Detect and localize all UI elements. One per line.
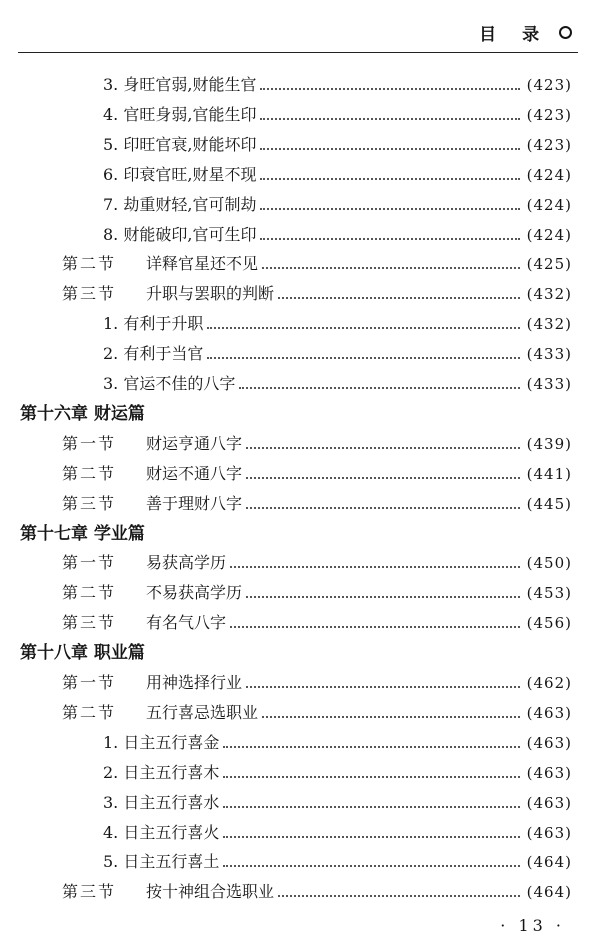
toc-entry-label bbox=[62, 280, 274, 308]
toc-page-number: (423) bbox=[526, 136, 572, 154]
section-title: 不易获高学历 bbox=[146, 583, 243, 602]
toc-entry-label: 6. 印衰官旺,财星不现 bbox=[103, 165, 257, 184]
toc-item bbox=[0, 759, 605, 787]
section-title: 五行喜忌选职业 bbox=[146, 703, 259, 722]
toc-item bbox=[0, 819, 605, 847]
toc-item bbox=[0, 729, 605, 757]
dot-leader bbox=[223, 836, 520, 838]
toc-entry-label bbox=[62, 490, 242, 518]
dot-leader bbox=[246, 507, 520, 509]
toc-item bbox=[0, 161, 605, 189]
section-number: 第一节 bbox=[62, 434, 117, 453]
toc-entry-label bbox=[62, 878, 274, 906]
toc-entry-label: 1. 有利于升职 bbox=[103, 314, 204, 333]
section-title: 财运亨通八字 bbox=[146, 434, 243, 453]
toc-item bbox=[0, 310, 605, 338]
dot-leader bbox=[246, 686, 520, 688]
section-number: 第二节 bbox=[62, 464, 117, 483]
toc-page-number: (463) bbox=[526, 704, 572, 722]
toc-entry-label: 3. 日主五行喜水 bbox=[103, 793, 220, 812]
section-number: 第一节 bbox=[62, 673, 117, 692]
dot-leader bbox=[230, 626, 520, 628]
toc-entry-label: 2. 有利于当官 bbox=[103, 344, 204, 363]
toc-page-number: (463) bbox=[526, 734, 572, 752]
toc-entry-label bbox=[62, 609, 226, 637]
toc-entry-label: 第十八章 职业篇 bbox=[20, 643, 145, 663]
dot-leader bbox=[246, 477, 520, 479]
toc-entry-label: 7. 劫重财轻,官可制劫 bbox=[103, 195, 257, 214]
toc-section bbox=[0, 878, 605, 906]
section-title: 升职与罢职的判断 bbox=[146, 284, 275, 303]
toc-entry-label: 4. 日主五行喜火 bbox=[103, 823, 220, 842]
section-number: 第三节 bbox=[62, 882, 117, 901]
section-number: 第一节 bbox=[62, 553, 117, 572]
dot-leader bbox=[246, 447, 520, 449]
section-title: 财运不通八字 bbox=[146, 464, 243, 483]
toc-page-number: (464) bbox=[526, 853, 572, 871]
running-head-title: 目 录 bbox=[479, 25, 550, 45]
toc-entry-label: 2. 日主五行喜木 bbox=[103, 763, 220, 782]
toc-entry-label: 4. 官旺身弱,官能生印 bbox=[103, 105, 257, 124]
toc-page-number: (462) bbox=[526, 674, 572, 692]
toc-entry-label bbox=[62, 460, 242, 488]
toc-page-number: (424) bbox=[526, 226, 572, 244]
toc-item bbox=[0, 340, 605, 368]
dot-leader bbox=[246, 596, 520, 598]
dot-leader bbox=[260, 118, 520, 120]
dot-leader bbox=[260, 148, 520, 150]
toc-item bbox=[0, 191, 605, 219]
toc-page-number: (463) bbox=[526, 794, 572, 812]
toc-item bbox=[0, 221, 605, 249]
toc-page-number: (445) bbox=[526, 495, 572, 513]
toc-page-number: (424) bbox=[526, 196, 572, 214]
section-number: 第二节 bbox=[62, 583, 117, 602]
toc-entry-label: 3. 身旺官弱,财能生官 bbox=[103, 75, 257, 94]
dot-leader bbox=[223, 776, 520, 778]
toc-page-number: (433) bbox=[526, 345, 572, 363]
toc-item bbox=[0, 370, 605, 398]
toc-entry-label bbox=[62, 549, 226, 577]
section-number: 第二节 bbox=[62, 703, 117, 722]
toc-section bbox=[0, 430, 605, 458]
toc-entry-label: 1. 日主五行喜金 bbox=[103, 733, 220, 752]
page-footer bbox=[0, 914, 605, 944]
toc-page-number: (441) bbox=[526, 465, 572, 483]
toc-entry-label: 第十七章 学业篇 bbox=[20, 524, 145, 544]
toc-page-number: (432) bbox=[526, 315, 572, 333]
toc-page-number: (425) bbox=[526, 255, 572, 273]
toc-page-number: (433) bbox=[526, 375, 572, 393]
toc-item bbox=[0, 71, 605, 99]
toc-section bbox=[0, 549, 605, 577]
toc-section bbox=[0, 579, 605, 607]
section-title: 易获高学历 bbox=[146, 553, 227, 572]
toc-section bbox=[0, 609, 605, 637]
toc-entry-label bbox=[62, 669, 242, 697]
dot-leader bbox=[223, 865, 520, 867]
dot-leader bbox=[260, 88, 520, 90]
section-number: 第三节 bbox=[62, 613, 117, 632]
toc-entry-label: 8. 财能破印,官可生印 bbox=[103, 225, 257, 244]
page-number: · 13 · bbox=[500, 916, 565, 935]
dot-leader bbox=[239, 387, 520, 389]
section-title: 善于理财八字 bbox=[146, 494, 243, 513]
section-title: 用神选择行业 bbox=[146, 673, 243, 692]
toc-entry-label: 5. 印旺官衰,财能坏印 bbox=[103, 135, 257, 154]
dot-leader bbox=[230, 566, 520, 568]
dot-leader bbox=[278, 895, 520, 897]
dot-leader bbox=[223, 806, 520, 808]
section-title: 按十神组合选职业 bbox=[146, 882, 275, 901]
dot-leader bbox=[207, 327, 520, 329]
section-number: 第三节 bbox=[62, 284, 117, 303]
dot-leader bbox=[262, 716, 520, 718]
toc-entry-label bbox=[62, 250, 258, 278]
toc-page-number: (453) bbox=[526, 584, 572, 602]
toc-item bbox=[0, 131, 605, 159]
toc-item bbox=[0, 101, 605, 129]
toc-page-number: (432) bbox=[526, 285, 572, 303]
dot-leader bbox=[278, 297, 520, 299]
dot-leader bbox=[223, 746, 520, 748]
toc-page-number: (423) bbox=[526, 76, 572, 94]
toc-section bbox=[0, 250, 605, 278]
toc-page-number: (450) bbox=[526, 554, 572, 572]
dot-leader bbox=[260, 238, 520, 240]
section-number: 第二节 bbox=[62, 254, 117, 273]
toc-chapter bbox=[0, 639, 605, 667]
toc-page-number: (456) bbox=[526, 614, 572, 632]
toc-entry-label bbox=[62, 579, 242, 607]
toc-page-number: (463) bbox=[526, 764, 572, 782]
toc-entry-label: 5. 日主五行喜土 bbox=[103, 852, 220, 871]
dot-leader bbox=[260, 178, 520, 180]
toc-entry-label: 第十六章 财运篇 bbox=[20, 404, 145, 424]
toc-page-number: (439) bbox=[526, 435, 572, 453]
toc-page-number: (423) bbox=[526, 106, 572, 124]
toc-section bbox=[0, 669, 605, 697]
toc-section bbox=[0, 490, 605, 518]
section-number: 第三节 bbox=[62, 494, 117, 513]
toc-section bbox=[0, 699, 605, 727]
dot-leader bbox=[262, 267, 520, 269]
toc-chapter bbox=[0, 520, 605, 548]
toc-chapter bbox=[0, 400, 605, 428]
toc-item bbox=[0, 789, 605, 817]
toc-page-number: (463) bbox=[526, 824, 572, 842]
section-title: 详释官星还不见 bbox=[146, 254, 259, 273]
toc-item bbox=[0, 848, 605, 876]
toc-section bbox=[0, 460, 605, 488]
dot-leader bbox=[207, 357, 520, 359]
toc-entry-label bbox=[62, 699, 258, 727]
toc-entry-label bbox=[62, 430, 242, 458]
toc-section bbox=[0, 280, 605, 308]
dot-leader bbox=[260, 208, 520, 210]
toc-page-number: (464) bbox=[526, 883, 572, 901]
toc-entry-label: 3. 官运不佳的八字 bbox=[103, 374, 236, 393]
section-title: 有名气八字 bbox=[146, 613, 227, 632]
toc-page-number: (424) bbox=[526, 166, 572, 184]
